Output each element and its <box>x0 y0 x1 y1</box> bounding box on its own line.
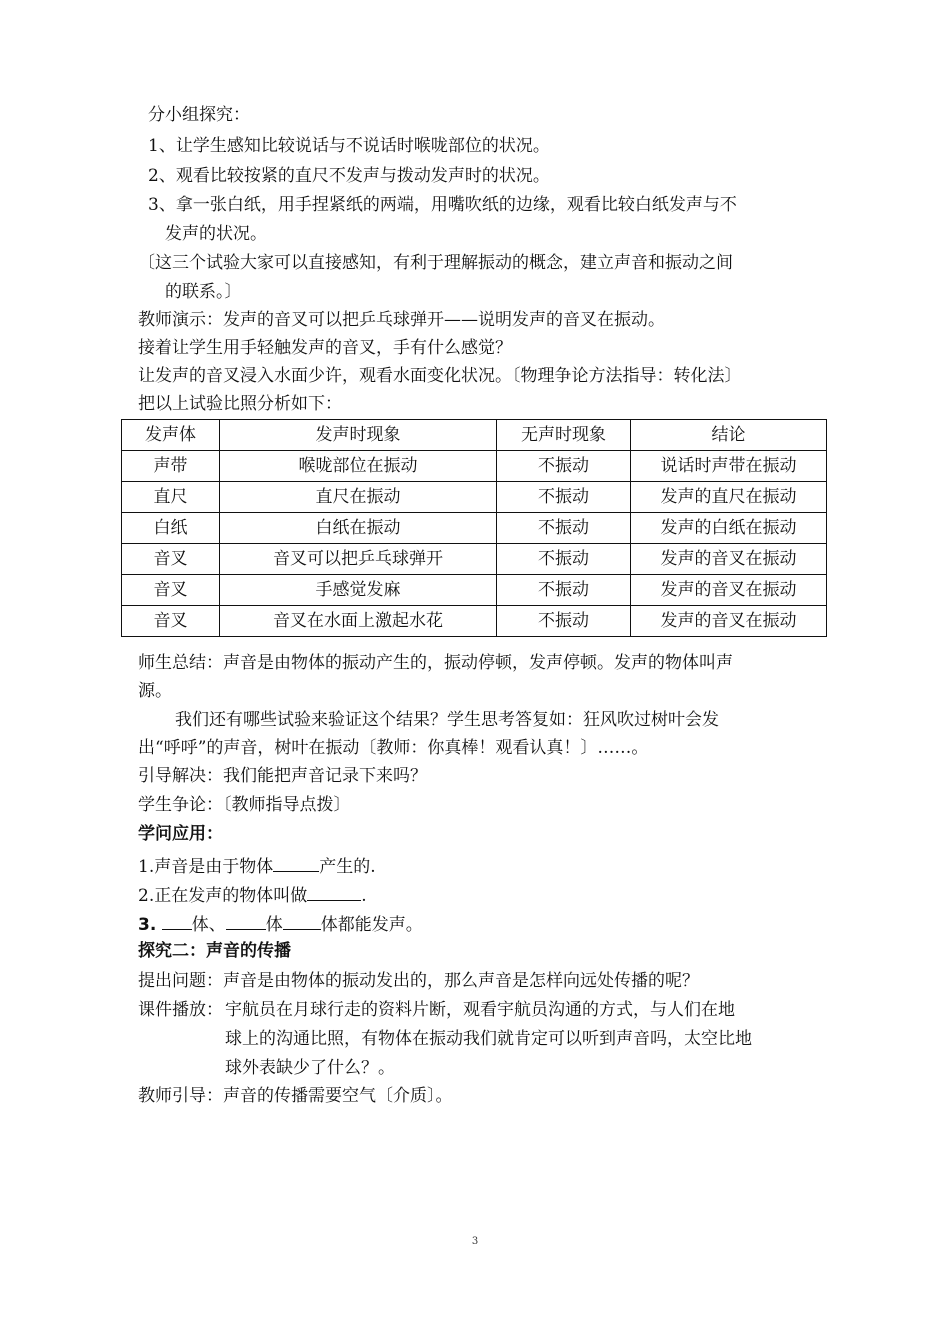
table-cell: 喉咙部位在振动 <box>220 451 497 482</box>
answer-blank[interactable] <box>226 915 266 930</box>
table-cell: 直尺 <box>122 482 220 513</box>
section-title: 探究二：声音的传播 <box>138 941 291 961</box>
list-item: 3、拿一张白纸，用手捏紧纸的两端，用嘴吹纸的边缘，观看比较白纸发声与不 <box>148 195 737 215</box>
note-text-continuation: 的联系。〕 <box>165 282 242 302</box>
table-row <box>122 544 827 575</box>
discuss-text: 学生争论：〔教师指导点拨〕 <box>138 795 351 815</box>
table-cell: 说话时声带在振动 <box>631 451 827 482</box>
table-cell: 白纸在振动 <box>220 513 497 544</box>
teacher-demo-text: 教师演示：发声的音叉可以把乒乓球弹开——说明发声的音叉在振动。 <box>138 310 665 330</box>
page-number: 3 <box>471 1236 479 1247</box>
table-cell: 白纸 <box>122 513 220 544</box>
exercise-text: 体都能发声。 <box>320 915 423 935</box>
table-cell: 不振动 <box>497 544 631 575</box>
problem-text: 提出问题：声音是由物体的振动发出的，那么声音是怎样向远处传播的呢？ <box>138 971 699 991</box>
guide-text: 引导解决：我们能把声音记录下来吗？ <box>138 766 427 786</box>
table-cell: 直尺在振动 <box>220 482 497 513</box>
exercise-1 <box>138 857 376 876</box>
courseware-text: 宇航员在月球行走的资料片断，观看宇航员沟通的方式，与人们在地 <box>225 1000 735 1020</box>
table-row <box>122 451 827 482</box>
exercise-text: 2.正在发声的物体叫做 <box>138 886 308 906</box>
table-cell: 声带 <box>122 451 220 482</box>
exercise-text: 1.声音是由于物体 <box>138 857 274 877</box>
column-header: 发声时现象 <box>220 420 497 451</box>
table-cell: 不振动 <box>497 482 631 513</box>
answer-blank[interactable] <box>162 915 192 930</box>
table-cell: 不振动 <box>497 606 631 637</box>
comparison-table <box>121 419 827 637</box>
table-cell: 不振动 <box>497 451 631 482</box>
table-row <box>122 482 827 513</box>
courseware-text-continuation: 球外表缺少了什么？。 <box>225 1058 395 1078</box>
table-row <box>122 575 827 606</box>
group-title: 分小组探究： <box>148 105 250 125</box>
answer-blank[interactable] <box>283 915 321 930</box>
table-cell: 发声的白纸在振动 <box>631 513 827 544</box>
table-cell: 音叉 <box>122 606 220 637</box>
application-title: 学问应用： <box>138 824 223 844</box>
table-row <box>122 606 827 637</box>
table-cell: 不振动 <box>497 513 631 544</box>
table-row <box>122 513 827 544</box>
exercise-3 <box>138 915 423 934</box>
note-text: 〔这三个试验大家可以直接感知，有利于理解振动的概念，建立声音和振动之间 <box>138 253 733 273</box>
table-cell: 发声的直尺在振动 <box>631 482 827 513</box>
table-cell: 音叉可以把乒乓球弹开 <box>220 544 497 575</box>
question-text-continuation: 出“呼呼”的声音，树叶在振动〔教师：你真棒！观看认真！〕……。 <box>138 738 649 758</box>
touch-text: 接着让学生用手轻触发声的音叉，手有什么感觉？ <box>138 338 512 358</box>
courseware-label: 课件播放： <box>138 1000 223 1020</box>
table-cell: 音叉 <box>122 544 220 575</box>
exercise-text: 体 <box>265 915 283 935</box>
courseware-text-continuation: 球上的沟通比照，有物体在振动我们就肯定可以听到声音吗，太空比地 <box>225 1029 752 1049</box>
list-item: 2、观看比较按紧的直尺不发声与拨动发声时的状况。 <box>148 166 550 186</box>
summary-text-continuation: 源。 <box>138 681 172 701</box>
table-cell: 发声的音叉在振动 <box>631 544 827 575</box>
table-cell: 手感觉发麻 <box>220 575 497 606</box>
list-item-continuation: 发声的状况。 <box>165 224 267 244</box>
exercise-text: 体、 <box>191 915 226 935</box>
answer-blank[interactable] <box>307 886 361 901</box>
exercise-2 <box>138 886 367 905</box>
table-cell: 音叉 <box>122 575 220 606</box>
exercise-text: . <box>361 886 367 906</box>
question-text: 我们还有哪些试验来验证这个结果？学生思考答复如：狂风吹过树叶会发 <box>175 710 719 730</box>
compare-text: 把以上试验比照分析如下： <box>138 394 342 414</box>
table-cell: 音叉在水面上激起水花 <box>220 606 497 637</box>
table-cell: 发声的音叉在振动 <box>631 575 827 606</box>
exercise-number: 3. <box>138 915 157 935</box>
column-header: 结论 <box>631 420 827 451</box>
water-text: 让发声的音叉浸入水面少许，观看水面变化状况。〔物理争论方法指导：转化法〕 <box>138 366 742 386</box>
exercise-text: 产生的. <box>319 857 376 877</box>
teacher-guide-text: 教师引导：声音的传播需要空气〔介质〕。 <box>138 1086 453 1106</box>
table-cell: 发声的音叉在振动 <box>631 606 827 637</box>
column-header: 无声时现象 <box>497 420 631 451</box>
table-header-row <box>122 420 827 451</box>
column-header: 发声体 <box>122 420 220 451</box>
table-cell: 不振动 <box>497 575 631 606</box>
summary-text: 师生总结：声音是由物体的振动产生的，振动停顿，发声停顿。发声的物体叫声 <box>138 653 733 673</box>
list-item: 1、让学生感知比较说话与不说话时喉咙部位的状况。 <box>148 136 550 156</box>
answer-blank[interactable] <box>273 857 319 872</box>
